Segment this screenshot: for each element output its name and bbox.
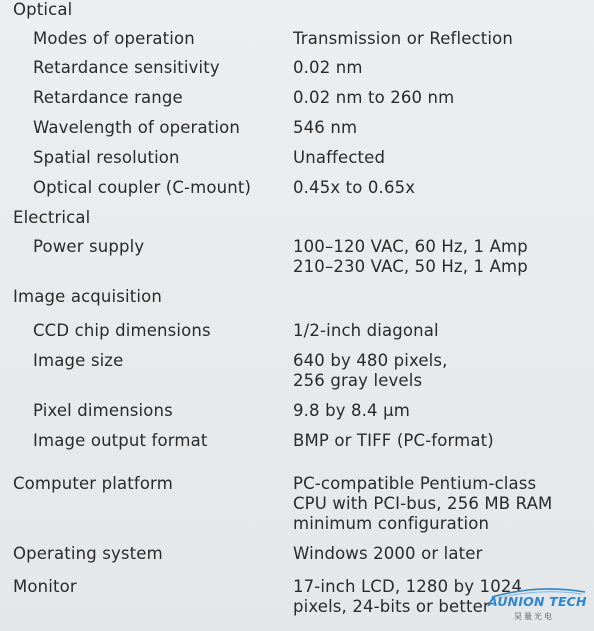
spec-label: Image output format (33, 431, 208, 450)
spec-heading-monitor: Monitor (13, 577, 77, 596)
spec-value-line: 9.8 by 8.4 μm (293, 401, 410, 420)
spec-label: Optical coupler (C-mount) (33, 178, 252, 197)
spec-value (293, 351, 448, 391)
spec-value-line: 0.45x to 0.65x (293, 178, 416, 197)
spec-value (293, 29, 513, 49)
spec-value-line: 640 by 480 pixels, (293, 351, 448, 370)
spec-value (293, 401, 410, 421)
spec-value-line: BMP or TIFF (PC-format) (293, 431, 494, 450)
spec-value-line: 0.02 nm (293, 58, 363, 77)
spec-value (293, 148, 385, 168)
spec-label: Pixel dimensions (33, 401, 173, 420)
spec-label: Spatial resolution (33, 148, 180, 167)
spec-value (293, 118, 357, 138)
spec-value-line: 256 gray levels (293, 371, 423, 390)
section-heading-image-acquisition: Image acquisition (13, 287, 162, 306)
spec-label: Retardance range (33, 88, 183, 107)
section-heading-optical: Optical (13, 0, 73, 19)
spec-heading-operating-system: Operating system (13, 544, 163, 563)
spec-value-line: Transmission or Reflection (293, 29, 513, 48)
watermark-subtext: 昊量光电 (514, 612, 554, 621)
spec-label: Modes of operation (33, 29, 195, 48)
spec-value (293, 321, 439, 341)
spec-value-line: Windows 2000 or later (293, 544, 483, 563)
spec-value (293, 178, 415, 198)
spec-value (293, 58, 363, 78)
spec-value-line: PC-compatible Pentium-class (293, 474, 537, 493)
spec-label: Image size (33, 351, 124, 370)
spec-value (293, 431, 494, 451)
spec-value-line: CPU with PCI-bus, 256 MB RAM (293, 494, 553, 513)
spec-value-line: pixels, 24-bits or better (293, 597, 490, 616)
spec-value (293, 88, 454, 108)
spec-label: Power supply (33, 237, 145, 256)
spec-value-line: 210–230 VAC, 50 Hz, 1 Amp (293, 257, 528, 276)
spec-value (293, 237, 528, 277)
watermark-text: AUNION TECH (488, 594, 587, 609)
spec-label: CCD chip dimensions (33, 321, 211, 340)
spec-value-line: Unaffected (293, 148, 386, 167)
spec-heading-computer-platform: Computer platform (13, 474, 173, 493)
spec-value-line: 546 nm (293, 118, 358, 137)
watermark (486, 586, 590, 626)
spec-value (293, 544, 483, 564)
spec-value-line: minimum configuration (293, 514, 490, 533)
spec-value-line: 17-inch LCD, 1280 by 1024 (293, 577, 523, 596)
section-heading-electrical: Electrical (13, 208, 91, 227)
spec-label: Retardance sensitivity (33, 58, 220, 77)
spec-label: Wavelength of operation (33, 118, 240, 137)
spec-value-line: 100–120 VAC, 60 Hz, 1 Amp (293, 237, 528, 256)
spec-value-line: 1/2-inch diagonal (293, 321, 439, 340)
spec-value-line: 0.02 nm to 260 nm (293, 88, 455, 107)
spec-value (293, 474, 552, 534)
